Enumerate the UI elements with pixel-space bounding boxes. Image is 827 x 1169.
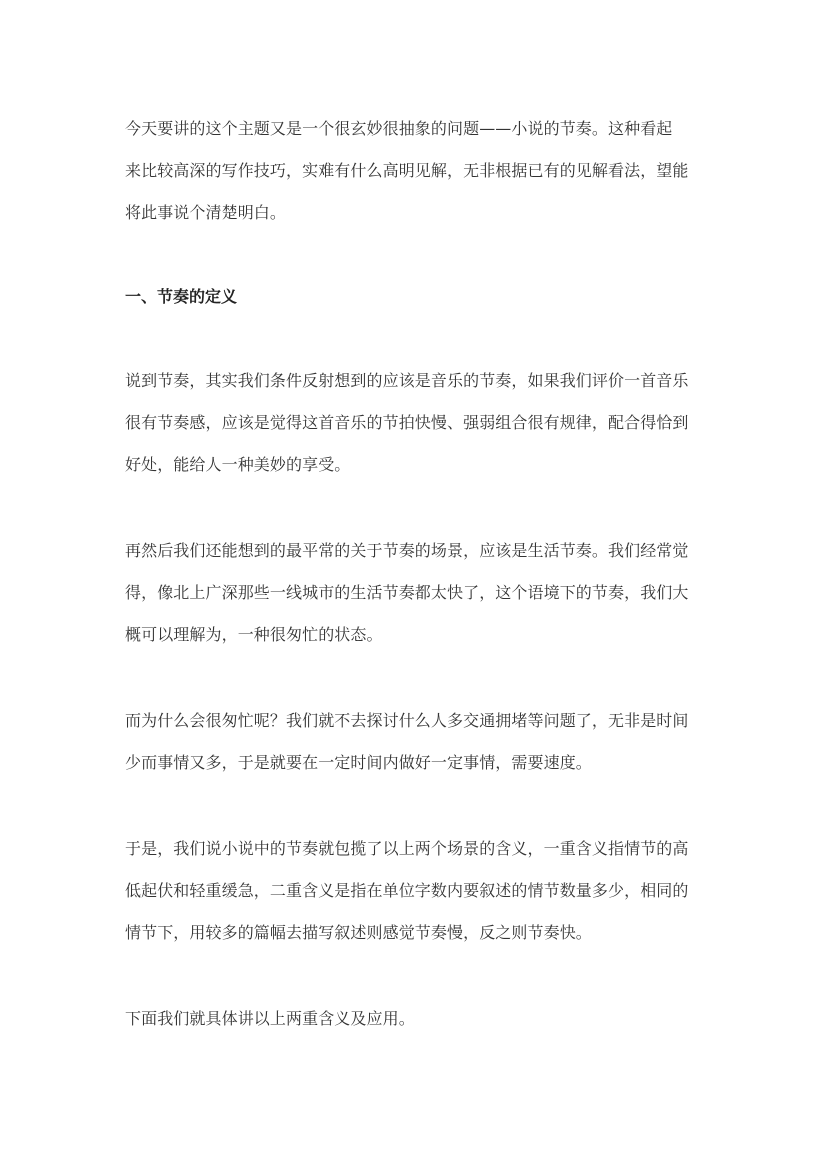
- paragraph-why-busy: [125, 700, 705, 784]
- text-line: 来比较高深的写作技巧，实难有什么高明见解，无非根据已有的见解看法，望能: [125, 161, 689, 180]
- text-line: 将此事说个清楚明白。: [125, 203, 287, 222]
- text-line: 得，像北上广深那些一线城市的生活节奏都太快了，这个语境下的节奏，我们大: [125, 583, 689, 602]
- intro-paragraph: [125, 108, 705, 234]
- text-line: 很有节奏感，应该是觉得这首音乐的节拍快慢、强弱组合很有规律，配合得恰到: [125, 413, 689, 432]
- paragraph-novel-rhythm: [125, 828, 705, 954]
- text-line: 低起伏和轻重缓急，二重含义是指在单位字数内要叙述的情节数量多少，相同的: [125, 881, 689, 900]
- section-heading: 一、节奏的定义: [125, 287, 238, 306]
- text-line: 今天要讲的这个主题又是一个很玄妙很抽象的问题——小说的节奏。这种看起: [125, 119, 673, 138]
- text-line: 概可以理解为，一种很匆忙的状态。: [125, 625, 383, 644]
- text-line: 而为什么会很匆忙呢？我们就不去探讨什么人多交通拥堵等问题了，无非是时间: [125, 711, 689, 730]
- document-body: [125, 108, 705, 1040]
- text-line: 于是，我们说小说中的节奏就包揽了以上两个场景的含义，一重含义指情节的高: [125, 839, 689, 858]
- paragraph-life-rhythm: [125, 530, 705, 656]
- paragraph-next: [125, 998, 705, 1040]
- paragraph-music-rhythm: [125, 360, 705, 486]
- text-line: 说到节奏，其实我们条件反射想到的应该是音乐的节奏，如果我们评价一首音乐: [125, 371, 689, 390]
- text-line: 再然后我们还能想到的最平常的关于节奏的场景，应该是生活节奏。我们经常觉: [125, 541, 689, 560]
- text-line: 好处，能给人一种美妙的享受。: [125, 455, 351, 474]
- text-line: 情节下，用较多的篇幅去描写叙述则感觉节奏慢，反之则节奏快。: [125, 923, 592, 942]
- text-line: 下面我们就具体讲以上两重含义及应用。: [125, 1009, 415, 1028]
- text-line: 少而事情又多，于是就要在一定时间内做好一定事情，需要速度。: [125, 753, 592, 772]
